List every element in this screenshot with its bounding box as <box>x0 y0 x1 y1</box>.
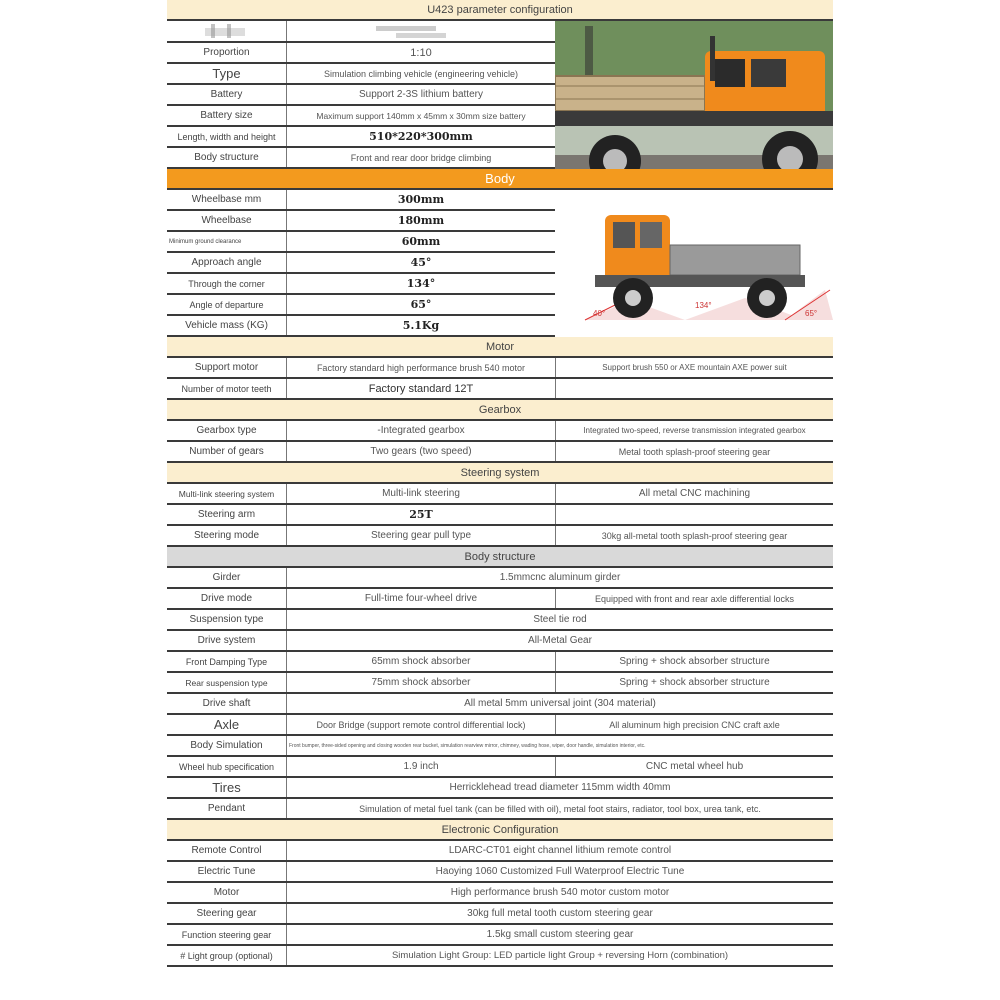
spec-label: Vehicle mass (KG) <box>167 316 287 335</box>
spec-value: Support 2-3S lithium battery <box>359 89 483 100</box>
spec-label: Girder <box>167 568 287 587</box>
spec-value: 300mm <box>397 193 445 206</box>
spec-label: Length, width and height <box>167 127 287 146</box>
spec-row <box>167 841 833 862</box>
spec-row <box>167 757 833 778</box>
spec-row <box>167 631 833 652</box>
section-title: Motor <box>485 340 515 353</box>
spec-label: Battery size <box>167 106 287 125</box>
angle-diagram <box>555 190 833 337</box>
spec-label: # Light group (optional) <box>167 946 287 965</box>
rear-angle-label: 65° <box>805 309 818 318</box>
spec-value: Steel tie rod <box>533 614 587 625</box>
spec-value: -Integrated gearbox <box>377 425 465 436</box>
section-header-electronic <box>167 820 833 841</box>
spec-value: 75mm shock absorber <box>371 677 471 688</box>
front-angle-label: 40° <box>593 309 606 318</box>
spec-label: Rear suspension type <box>167 673 287 692</box>
spec-label: Number of gears <box>167 442 287 461</box>
section-header-steering <box>167 463 833 484</box>
spec-row <box>167 694 833 715</box>
spec-value: 180mm <box>397 214 445 227</box>
section-header-parameters <box>167 0 833 21</box>
spec-value: 65mm shock absorber <box>371 656 471 667</box>
spec-extra: Metal tooth splash-proof steering gear <box>555 442 833 461</box>
spec-extra: CNC metal wheel hub <box>555 757 833 776</box>
section-header-gearbox <box>167 400 833 421</box>
section-title: Body structure <box>464 550 536 563</box>
spec-extra: All metal CNC machining <box>555 484 833 503</box>
spec-label: Steering mode <box>167 526 287 545</box>
section-header-motor <box>167 337 833 358</box>
spec-label: Minimum ground clearance <box>167 232 287 251</box>
spec-row <box>167 379 833 400</box>
spec-label: Electric Tune <box>167 862 287 881</box>
spec-value: Steering gear pull type <box>370 530 472 541</box>
spec-extra: Equipped with front and rear axle differential locks <box>555 589 833 608</box>
spec-value: 510*220*300mm <box>369 130 473 143</box>
spec-row <box>167 778 833 799</box>
spec-label: Tires <box>167 778 287 797</box>
section-title: Steering system <box>460 466 540 479</box>
blurred-value <box>287 21 555 41</box>
spec-value: Haoying 1060 Customized Full Waterproof Electric Tune <box>435 866 685 877</box>
spec-label: Drive mode <box>167 589 287 608</box>
spec-value: Front and rear door bridge climbing <box>350 152 492 163</box>
spec-row <box>167 442 833 463</box>
spec-value: 1.9 inch <box>403 761 439 772</box>
spec-label: Front Damping Type <box>167 652 287 671</box>
spec-label: Type <box>167 64 287 83</box>
spec-value: Herricklehead tread diameter 115mm width 40mm <box>449 782 671 793</box>
angle-diagram-image <box>555 190 833 337</box>
spec-label: Wheelbase <box>167 211 287 230</box>
spec-row <box>167 904 833 925</box>
spec-row <box>167 715 833 736</box>
spec-label: Wheelbase mm <box>167 190 287 209</box>
spec-value: 25T <box>409 508 433 521</box>
spec-extra: All aluminum high precision CNC craft axle <box>555 715 833 734</box>
spec-value: LDARC-CT01 eight channel lithium remote control <box>448 845 672 856</box>
spec-value: All-Metal Gear <box>528 635 592 646</box>
spec-label: Approach angle <box>167 253 287 272</box>
spec-value: Multi-link steering <box>382 488 460 499</box>
spec-row <box>167 673 833 694</box>
spec-label: Drive shaft <box>167 694 287 713</box>
spec-extra: Support brush 550 or AXE mountain AXE power suit <box>555 358 833 377</box>
spec-value: 1.5kg small custom steering gear <box>486 929 634 940</box>
spec-label: Drive system <box>167 631 287 650</box>
spec-value: Two gears (two speed) <box>370 446 472 457</box>
spec-label: Function steering gear <box>167 925 287 944</box>
blurred-text-graphic <box>366 22 476 40</box>
spec-value: Factory standard high performance brush 540 motor <box>316 362 526 373</box>
spec-value: 5.1Kg <box>402 319 440 332</box>
spec-row <box>167 421 833 442</box>
spec-extra <box>555 505 833 524</box>
spec-value: Door Bridge (support remote control differential lock) <box>316 719 526 730</box>
spec-row <box>167 568 833 589</box>
spec-value: 134° <box>406 277 436 290</box>
spec-label: Angle of departure <box>167 295 287 314</box>
spec-label: Motor <box>167 883 287 902</box>
spec-row <box>167 799 833 820</box>
spec-extra: Spring + shock absorber structure <box>555 673 833 692</box>
spec-label: Through the corner <box>167 274 287 293</box>
spec-row <box>167 484 833 505</box>
spec-label: Multi-link steering system <box>167 484 287 503</box>
spec-value: Simulation Light Group: LED particle light Group + reversing Horn (combination) <box>391 950 729 961</box>
section-header-body-structure <box>167 547 833 568</box>
spec-label: Remote Control <box>167 841 287 860</box>
spec-row <box>167 883 833 904</box>
spec-label: Battery <box>167 85 287 104</box>
spec-label: Proportion <box>167 43 287 62</box>
spec-value: All metal 5mm universal joint (304 material) <box>464 698 656 709</box>
spec-row <box>167 736 833 757</box>
spec-row <box>167 652 833 673</box>
spec-row <box>167 358 833 379</box>
spec-row <box>167 925 833 946</box>
spec-label: Gearbox type <box>167 421 287 440</box>
spec-label: Steering arm <box>167 505 287 524</box>
spec-label: Axle <box>167 715 287 734</box>
spec-extra: Spring + shock absorber structure <box>555 652 833 671</box>
spec-value: 1:10 <box>410 46 432 59</box>
section-title: Body <box>485 171 515 186</box>
body-block <box>167 190 833 337</box>
spec-label: Body structure <box>167 148 287 167</box>
spec-value: High performance brush 540 motor custom motor <box>450 887 670 898</box>
spec-value: 1.5mmcnc aluminum girder <box>499 572 621 583</box>
spec-value: 65° <box>410 298 432 311</box>
spec-value: 30kg full metal tooth custom steering gear <box>467 908 653 919</box>
spec-value: Simulation climbing vehicle (engineering vehicle) <box>323 68 519 79</box>
spec-value: Full-time four-wheel drive <box>364 593 478 604</box>
blurred-label <box>167 21 287 41</box>
spec-row <box>167 589 833 610</box>
truck-photo <box>555 21 833 190</box>
spec-row <box>167 610 833 631</box>
spec-value: 45° <box>410 256 432 269</box>
spec-row <box>167 946 833 967</box>
spec-label: Steering gear <box>167 904 287 923</box>
spec-label: Body Simulation <box>167 736 287 755</box>
spec-value: 60mm <box>401 235 441 248</box>
spec-value: Factory standard 12T <box>368 382 474 395</box>
blurred-text-graphic <box>197 22 257 40</box>
section-title: Gearbox <box>478 403 522 416</box>
spec-row <box>167 526 833 547</box>
spec-value: Maximum support 140mm x 45mm x 30mm size battery <box>316 110 526 121</box>
truck-photo-image <box>555 21 833 190</box>
corner-angle-label: 134° <box>695 301 712 310</box>
spec-extra <box>555 379 833 398</box>
section-title: Electronic Configuration <box>441 823 559 836</box>
spec-label: Support motor <box>167 358 287 377</box>
spec-value: Front bumper, three-sided opening and closing wooden rear bucket, simulation rearview mirror, chimney, wading hose, wiper, door handle, simulation interior, etc. <box>289 742 646 749</box>
spec-label: Number of motor teeth <box>167 379 287 398</box>
spec-label: Wheel hub specification <box>167 757 287 776</box>
spec-row <box>167 505 833 526</box>
spec-extra: Integrated two-speed, reverse transmission integrated gearbox <box>555 421 833 440</box>
section-header-body <box>167 169 833 190</box>
spec-value: Simulation of metal fuel tank (can be filled with oil), metal foot stairs, radiator, tool box, urea tank, etc. <box>359 803 761 814</box>
spec-label: Suspension type <box>167 610 287 629</box>
section-title: U423 parameter configuration <box>427 3 573 16</box>
top-block <box>167 21 833 169</box>
spec-row <box>167 862 833 883</box>
spec-label: Pendant <box>167 799 287 818</box>
spec-extra: 30kg all-metal tooth splash-proof steering gear <box>555 526 833 545</box>
spec-sheet <box>167 0 833 967</box>
